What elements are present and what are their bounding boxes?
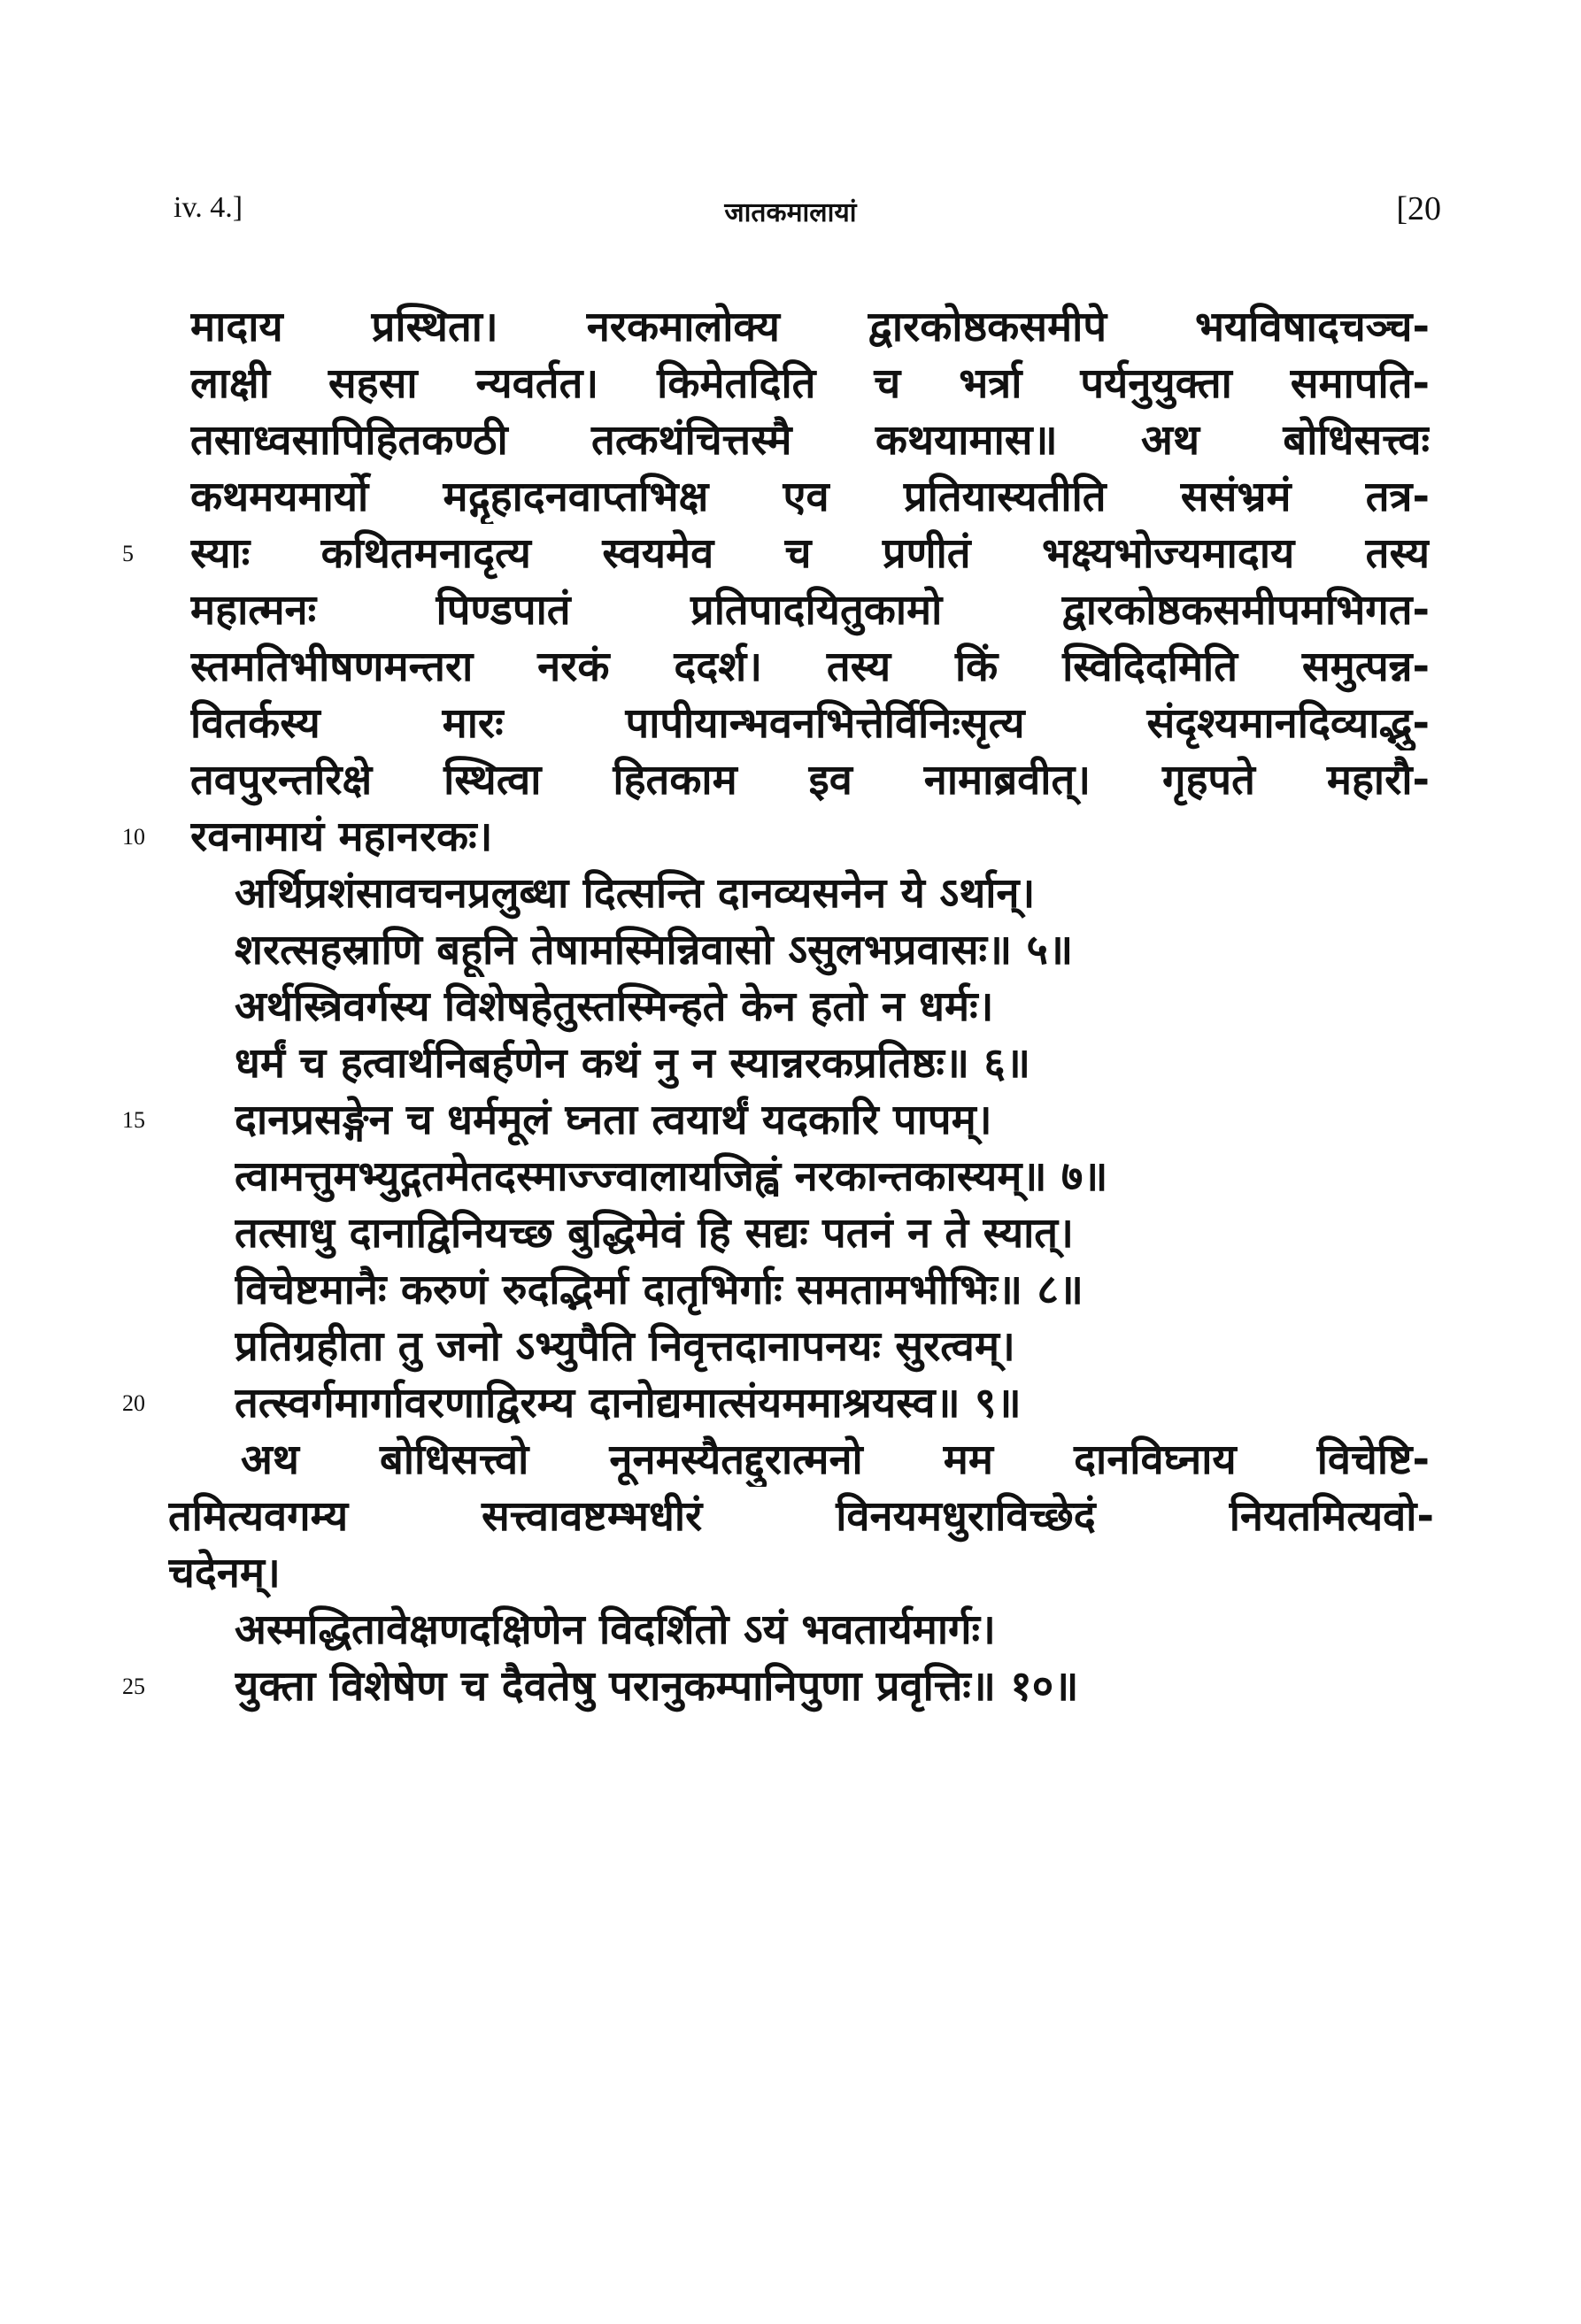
verse-line-1: अर्थिप्रशंसावचनप्रलुब्धा दित्सन्ति दानव्यसनेन ये ऽर्थान्। [235,869,1036,918]
text-line-5: स्याः कथितमनादृत्य स्वयमेव च प्रणीतं भक्ष्यभोज्यमादाय तस्य [190,529,1430,578]
running-header [0,182,1581,235]
text-line-23: चदेनम्। [168,1549,281,1597]
text-line-7: स्तमतिभीषणमन्तरा नरकं ददर्श। तस्य किं स्विदिदमिति समुत्पन्न- [190,643,1430,691]
verse-line-3: अर्थस्त्रिवर्गस्य विशेषहेतुस्तस्मिन्हते केन हतो न धर्मः। [235,982,994,1031]
verse-line-12: युक्ता विशेषेण च दैवतेषु परानुकम्पानिपुणा प्रवृत्तिः॥ १०॥ [235,1662,1079,1711]
text-line-10: रवनामायं महानरकः। [190,812,493,861]
line-number: 20 [122,1390,145,1416]
text-line-21: अथ बोधिसत्त्वो नूनमस्यैतद्दुरात्मनो मम दानविघ्नाय विचेष्टि- [241,1435,1430,1484]
verse-line-4: धर्मं च हत्वार्थनिबर्हणेन कथं नु न स्यान्नरकप्रतिष्ठः॥ ६॥ [235,1039,1031,1088]
line-number: 10 [122,824,145,850]
text-line-1: मादाय प्रस्थिता। नरकमालोक्य द्वारकोष्ठकसमीपे भयविषादचञ्च- [190,303,1430,351]
verse-line-2: शरत्सहस्राणि बहूनि तेषामस्मिन्निवासो ऽसुलभप्रवासः॥ ५॥ [235,926,1074,974]
verse-line-10: तत्स्वर्गमार्गावरणाद्विरम्य दानोद्यमात्संयममाश्रयस्व॥ ९॥ [235,1379,1022,1427]
verse-line-9: प्रतिग्रहीता तु जनो ऽभ्युपैति निवृत्तदानापनयः सुरत्वम्। [235,1322,1015,1371]
line-number: 25 [122,1674,145,1699]
running-title: जातकमालायां [724,197,857,228]
text-line-9: तवपुरन्तरिक्षे स्थित्वा हितकाम इव नामाब्रवीत्। गृहपते महारौ- [190,756,1430,804]
text-line-4: कथमयमार्यो मद्गृहादनवाप्तभिक्ष एव प्रतियास्यतीति ससंभ्रमं तत्र- [190,473,1430,521]
verse-line-6: त्वामत्तुमभ्युद्गतमेतदस्माज्ज्वालायजिह्वं नरकान्तकास्यम्॥ ७॥ [235,1152,1108,1201]
line-number: 5 [122,541,134,566]
text-line-2: लाक्षी सहसा न्यवर्तत। किमेतदिति च भर्त्रा पर्यनुयुक्ता समापति- [190,359,1430,408]
verse-line-7: तत्साधु दानाद्विनियच्छ बुद्धिमेवं हि सद्यः पतनं न ते स्यात्। [235,1209,1074,1258]
text-line-6: महात्मनः पिण्डपातं प्रतिपादयितुकामो द्वारकोष्ठकसमीपमभिगत- [190,586,1430,635]
text-line-8: वितर्कस्य मारः पापीयान्भवनभित्तेर्विनिःसृत्य संदृश्यमानदिव्याद्भु- [190,699,1430,748]
verse-line-8: विचेष्टमानैः करुणं रुदद्भिर्मा दातृभिर्गाः समतामभीभिः॥ ८॥ [235,1266,1084,1314]
verse-line-5: दानप्रसङ्गेन च धर्ममूलं घ्नता त्वयार्थं यदकारि पापम्। [235,1096,992,1144]
verse-line-11: अस्मद्धितावेक्षणदक्षिणेन विदर्शितो ऽयं भवतार्यमार्गः। [235,1605,996,1654]
text-line-22: तमित्यवगम्य सत्त्वावष्टम्भधीरं विनयमधुराविच्छेदं नियतमित्यवो- [168,1492,1434,1541]
text-line-3: तसाध्वसापिहितकण्ठी तत्कथंचित्तस्मै कथयामास॥ अथ बोधिसत्त्वः [190,416,1430,465]
chapter-verse-ref: iv. 4.] [174,191,243,224]
line-number: 15 [122,1107,145,1133]
page-number: [20 [1396,190,1441,227]
